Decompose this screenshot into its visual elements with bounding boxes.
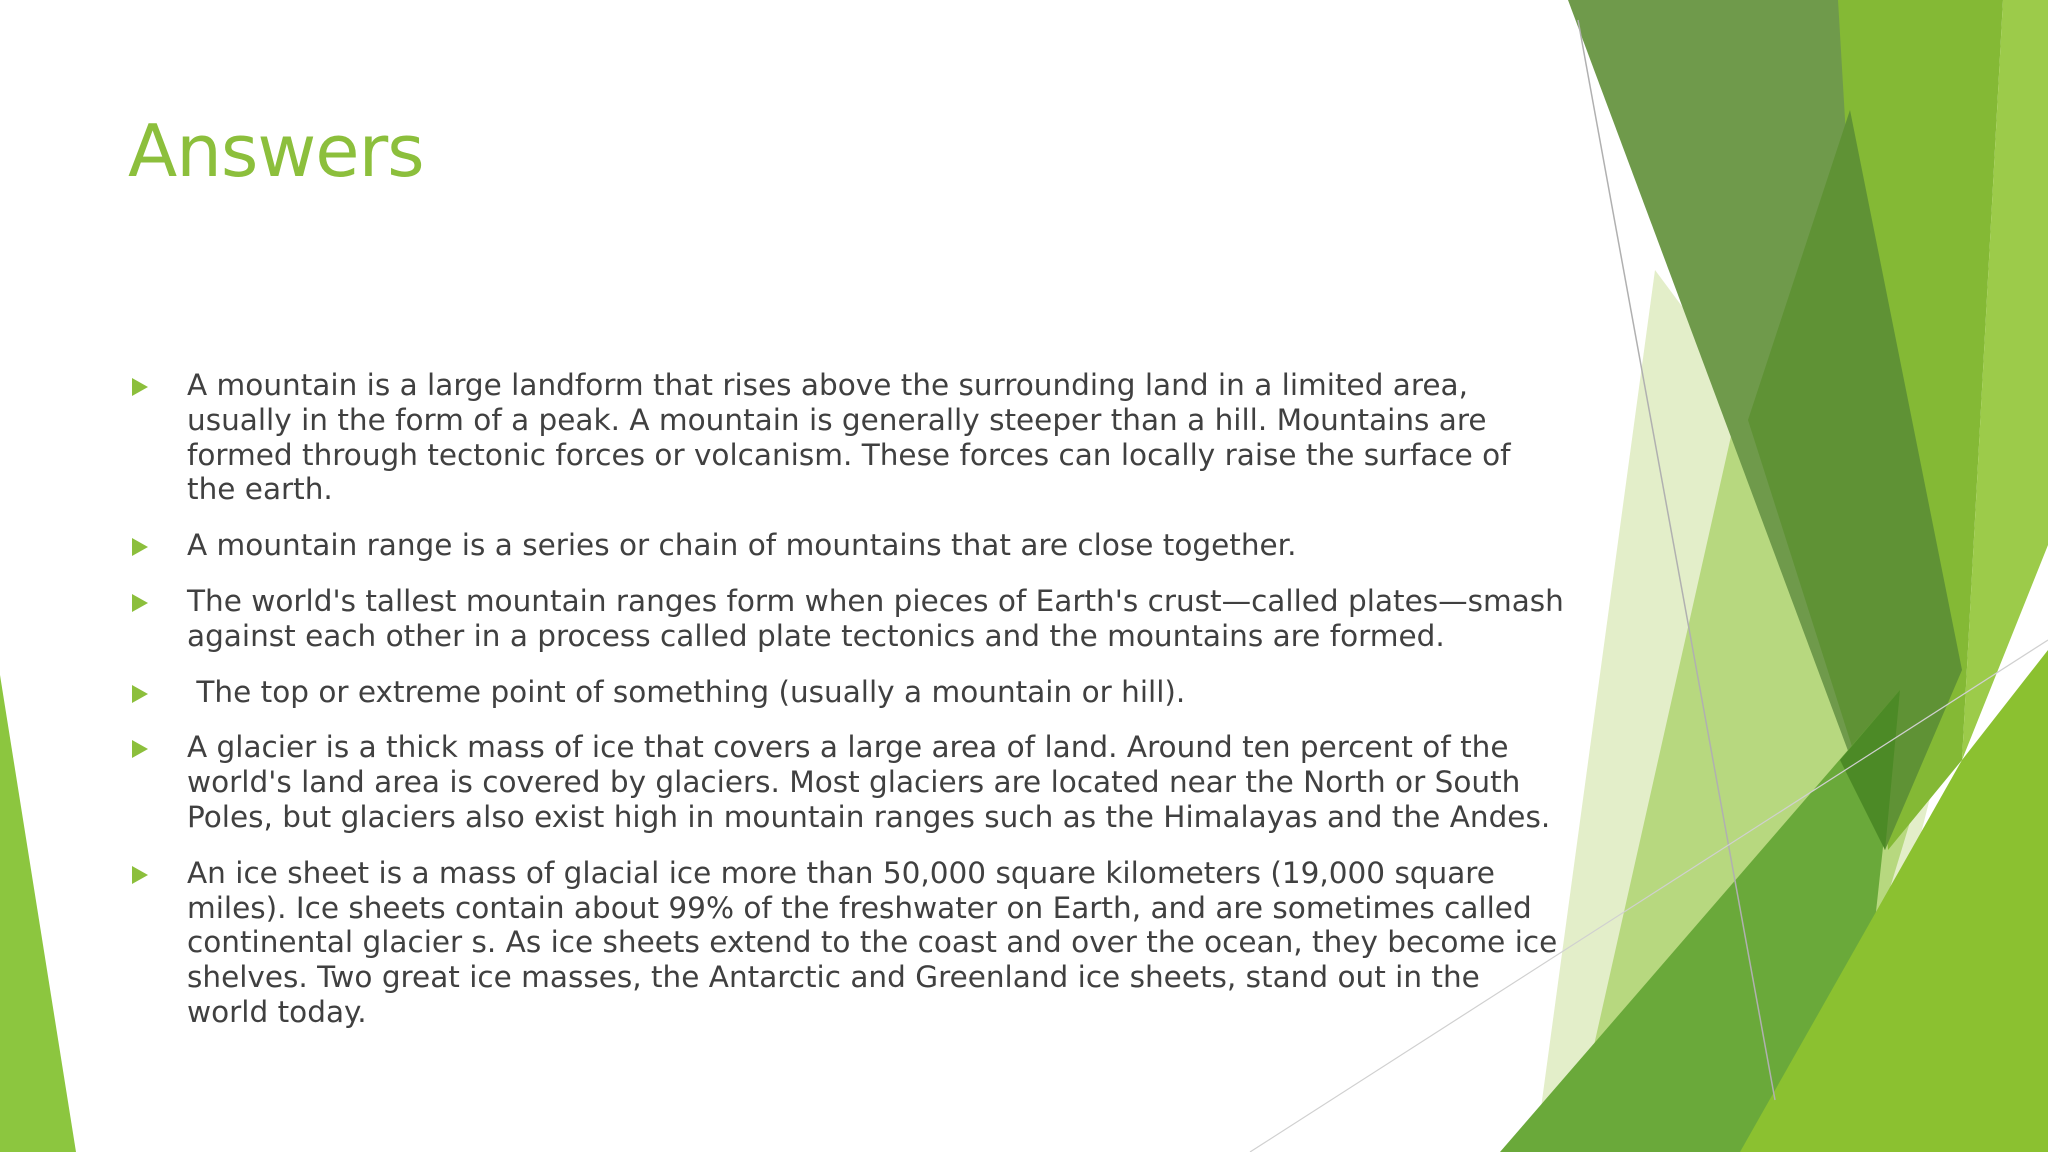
- bullet-item-mountain-range: [128, 528, 1568, 563]
- bullet-item-ice-sheet: [128, 856, 1568, 1030]
- bullet-item-mountain: [128, 368, 1568, 507]
- bullet-text: A mountain is a large landform that rises above the surrounding land in a limited area, usually in the form of a peak. A mountain is generally steeper than a hill. Mountains are formed through tectonic forces or volcanism. These forces can locally raise the surface of the earth.: [187, 368, 1511, 507]
- slide-title: Answers: [128, 109, 424, 193]
- bullet-text: The top or extreme point of something (usually a mountain or hill).: [187, 674, 1186, 709]
- play-triangle-icon: [132, 594, 148, 612]
- play-triangle-icon: [132, 740, 148, 758]
- bullet-item-plate-tectonics: [128, 584, 1568, 654]
- bullet-list: [128, 368, 1568, 1051]
- bullet-text: A mountain range is a series or chain of mountains that are close together.: [187, 528, 1297, 563]
- play-triangle-icon: [132, 378, 148, 396]
- left-green-sliver: [0, 675, 76, 1152]
- bullet-text: An ice sheet is a mass of glacial ice more than 50,000 square kilometers (19,000 square miles). Ice sheets contain about 99% of the freshwater on Earth, and are sometimes called continental glacier s. As ice sheets extend to the coast and over the ocean, they become ice shelves. Two great ice masses, the Antarctic and Greenland ice sheets, stand out in the world today.: [187, 855, 1558, 1029]
- play-triangle-icon: [132, 866, 148, 884]
- bullet-item-peak: [128, 675, 1568, 710]
- play-triangle-icon: [132, 685, 148, 703]
- play-triangle-icon: [132, 538, 148, 556]
- bullet-item-glacier: [128, 730, 1568, 834]
- bullet-text: A glacier is a thick mass of ice that covers a large area of land. Around ten percent of the world's land area is covered by glaciers. Most glaciers are located near the North or South Poles, but glaciers also exist high in mountain ranges such as the Himalayas and the Andes.: [187, 730, 1551, 834]
- bullet-text: The world's tallest mountain ranges form when pieces of Earth's crust—called plates—smash against each other in a process called plate tectonics and the mountains are formed.: [187, 583, 1564, 653]
